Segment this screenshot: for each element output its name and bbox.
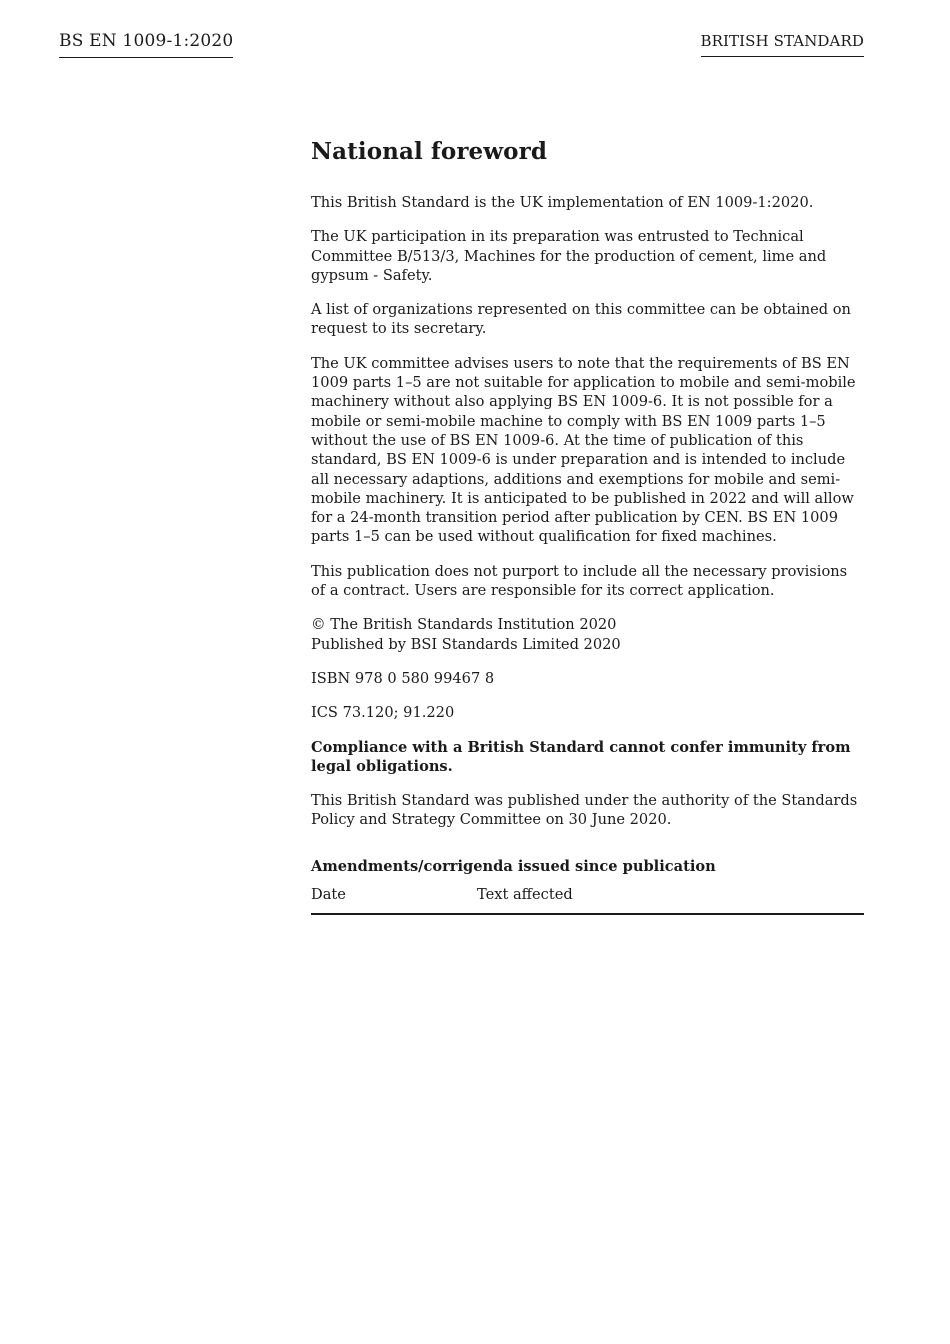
committee-paragraph: The UK participation in its preparation was entrusted to Technical Committee B/513/3, Machines for the production of cement, lime and gypsum - Safety.: [311, 228, 827, 284]
amendments-heading: Amendments/corrigenda issued since publication: [311, 857, 716, 875]
document-type: BRITISH STANDARD: [701, 32, 865, 57]
amendments-header-row: [311, 886, 864, 914]
compliance-statement: Compliance with a British Standard cannot confer immunity from legal obligations.: [311, 738, 851, 775]
amendments-table: [311, 886, 864, 915]
ics-codes: ICS 73.120; 91.220: [311, 704, 455, 722]
organizations-paragraph: A list of organizations represented on this committee can be obtained on request to its secretary.: [311, 301, 851, 338]
contract-provisions-paragraph: This publication does not purport to include all the necessary provisions of a contract. Users are responsible for its correct application.: [311, 562, 848, 600]
page-title: National foreword: [311, 138, 548, 165]
isbn: ISBN 978 0 580 99467 8: [311, 669, 495, 687]
mobile-machinery-paragraph: The UK committee advises users to note that the requirements of BS EN 1009 parts 1–5 are not suitable for application to mobile and semi-mobile machinery without also applying BS EN 1009-6. It is not possible for a mobile or semi-mobile machine to comply with BS EN 1009 parts 1–5 without the use of BS EN 1009-6. At the time of publication of this standard, BS EN 1009-6 is under preparation and is intended to include all necessary adaptions, additions and exemptions for mobile and semi-mobile machinery. It is anticipated to be published in 2022 and will allow for a 24-month transition period after publication by CEN. BS EN 1009 parts 1–5 can be used without qualification for fixed machines.: [311, 354, 856, 546]
column-header-text-affected: Text affected: [477, 886, 864, 914]
copyright-notice: © The British Standards Institution 2020 Published by BSI Standards Limited 2020: [311, 616, 621, 653]
column-header-date: Date: [311, 886, 477, 914]
implementation-paragraph: This British Standard is the UK implementation of EN 1009-1:2020.: [311, 194, 814, 211]
authority-statement: This British Standard was published under the authority of the Standards Policy and Strategy Committee on 30 June 2020.: [311, 792, 858, 829]
document-id: BS EN 1009-1:2020: [59, 31, 233, 58]
national-foreword-section: [311, 138, 864, 915]
